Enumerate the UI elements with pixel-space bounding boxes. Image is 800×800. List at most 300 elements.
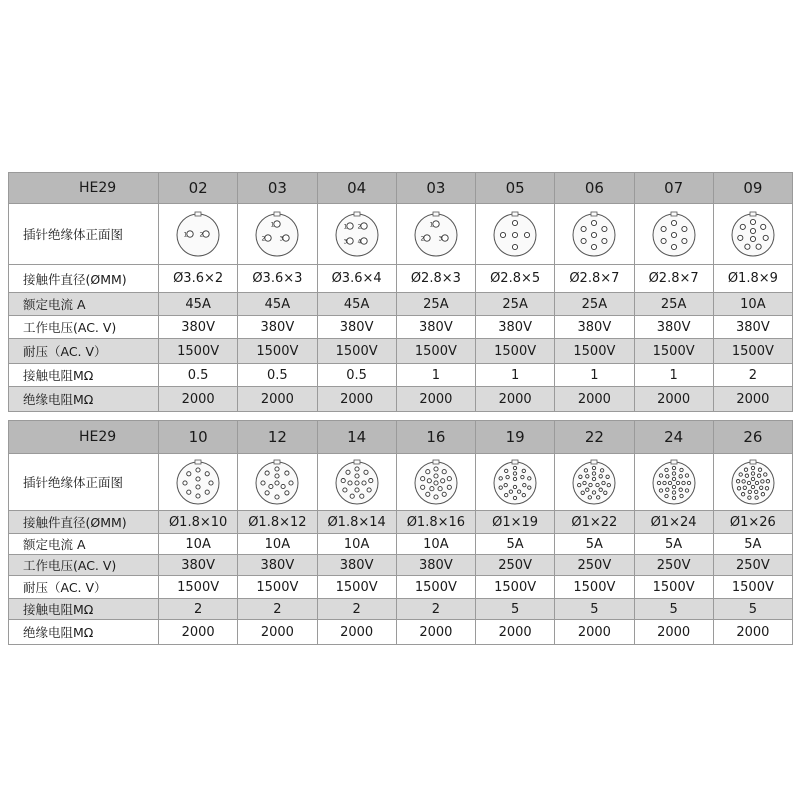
pin-count-cell: 09 [713,173,792,204]
value-cell: 380V [555,316,634,339]
pin-hole [750,219,755,224]
face-cell [555,454,634,511]
value-cell: 2 [238,599,317,620]
face-cell [238,454,317,511]
keyway-notch [512,212,518,216]
pin-hole [187,490,191,494]
pin-hole [348,481,352,485]
pin-hole [579,475,582,478]
pin-hole [756,244,761,249]
pin-count-cell: 02 [159,173,238,204]
value-cell: 5 [634,599,713,620]
pin-hole [596,483,599,486]
pin-hole [748,490,751,493]
value-cell: 380V [476,316,555,339]
pin-count-cell: 03 [396,173,475,204]
value-cell: 0.5 [317,364,396,387]
pin-count-cell: 05 [476,173,555,204]
pin-number-label: 3 [343,238,347,246]
pin-hole [440,479,444,483]
value-cell: 2000 [634,387,713,412]
value-cell: 250V [634,555,713,576]
value-cell: Ø2.8×5 [476,265,555,293]
value-cell: 250V [476,555,555,576]
pin-hole [593,491,596,494]
pin-hole [739,473,742,476]
pin-hole [599,488,602,491]
pin-hole [581,238,586,243]
pin-hole [679,475,682,478]
value-cell: 1500V [555,339,634,364]
pin-hole [685,474,688,477]
pin-hole [274,221,280,227]
pin-hole [681,238,686,243]
value-cell: Ø1×26 [713,511,792,534]
connector-face-icon [411,209,461,259]
connector-face-icon [728,457,778,507]
pin-hole [742,480,745,483]
pin-count-cell: 10 [159,421,238,454]
pin-hole [607,483,610,486]
value-cell: 2000 [159,620,238,645]
value-cell: 10A [238,534,317,555]
value-cell: 45A [317,293,396,316]
pin-hole [761,493,764,496]
connector-face-icon [332,209,382,259]
pin-hole [426,470,430,474]
pin-hole [427,479,431,483]
pin-hole [360,238,366,244]
pin-hole [672,477,675,480]
keyway-notch [195,460,201,464]
row-label: 工作电压(AC. V) [9,316,159,339]
pin-count-cell: 26 [713,421,792,454]
pin-count-cell: 16 [396,421,475,454]
connector-face-icon [728,209,778,259]
current-row [9,293,793,316]
value-cell: 10A [396,534,475,555]
value-cell: 380V [713,316,792,339]
pin-hole [661,238,666,243]
connector-face-icon [569,457,619,507]
value-cell: Ø1×24 [634,511,713,534]
row-label: 插针绝缘体正面图 [9,204,159,265]
keyway-notch [750,460,756,464]
pin-hole [521,475,524,478]
pin-hole [602,226,607,231]
value-cell: 5 [476,599,555,620]
value-cell: 1500V [238,576,317,599]
pin-hole [283,235,289,241]
face-cell [396,454,475,511]
pin-hole [196,494,200,498]
diameter-row [9,265,793,293]
pin-hole [672,472,675,475]
current-row [9,534,793,555]
face-cell [159,204,238,265]
pin-hole [741,493,744,496]
pin-hole [442,470,446,474]
pin-count-cell: 22 [555,421,634,454]
value-cell: 250V [713,555,792,576]
connector-face-icon [252,457,302,507]
value-cell: 2 [713,364,792,387]
pin-number-label: 2 [357,223,361,231]
pin-hole [585,469,588,472]
keyway-notch [591,212,597,216]
pin-count-cell: 04 [317,173,396,204]
pin-count-cell: 12 [238,421,317,454]
pin-hole [360,223,366,229]
pin-hole [359,494,363,498]
withstand-row [9,576,793,599]
connector-face-icon [569,209,619,259]
pin-hole [265,471,269,475]
value-cell: 380V [634,316,713,339]
pin-hole [364,470,368,474]
pin-hole [740,224,745,229]
pin-hole [588,496,591,499]
face-cell [159,454,238,511]
row-label: 接触件直径(ØMM) [9,265,159,293]
value-cell: 0.5 [159,364,238,387]
row-label: 接触电阻MΩ [9,364,159,387]
pin-hole [671,244,676,249]
pin-hole [355,467,359,471]
pin-number-label: 2 [199,231,204,239]
pin-hole [447,485,451,489]
value-cell: 1500V [396,576,475,599]
pin-hole [355,481,359,485]
row-label: 工作电压(AC. V) [9,555,159,576]
pin-hole [187,472,191,476]
value-cell: 380V [238,555,317,576]
pin-count-cell: 24 [634,421,713,454]
pin-count-cell: 03 [238,173,317,204]
keyway-notch [274,212,280,216]
keyway-notch [354,212,360,216]
pin-hole [754,490,757,493]
pin-hole [664,494,667,497]
pin-hole [662,481,665,484]
pin-hole [757,474,760,477]
pin-hole [528,477,531,480]
keyway-notch [591,460,597,464]
pin-hole [285,471,289,475]
value-cell: 2000 [396,387,475,412]
pin-hole [748,496,751,499]
pin-hole [671,220,676,225]
keyway-notch [512,460,518,464]
value-cell: 380V [159,555,238,576]
value-cell: 1500V [634,339,713,364]
value-cell: 2000 [159,387,238,412]
value-cell: 2000 [476,620,555,645]
pin-hole [763,473,766,476]
voltage-row [9,555,793,576]
pin-hole [679,488,682,491]
connector-face-icon [490,457,540,507]
pin-hole [209,481,213,485]
pin-hole [765,487,768,490]
face-cell [317,204,396,265]
header-row [9,421,793,454]
withstand-row [9,339,793,364]
pin-hole [499,477,502,480]
pin-hole [665,488,668,491]
pin-hole [751,466,754,469]
pin-hole [447,477,451,481]
pin-hole [196,485,200,489]
keyway-notch [433,460,439,464]
value-cell: 25A [476,293,555,316]
pin-hole [275,474,279,478]
value-cell: 1500V [159,339,238,364]
value-cell: 2000 [555,620,634,645]
connector-face-icon [173,209,223,259]
model-cell: HE29 [9,173,159,204]
pin-hole [661,226,666,231]
pin-hole [672,491,675,494]
pin-hole [261,481,265,485]
value-cell: 10A [713,293,792,316]
pin-hole [341,479,345,483]
face-cell [634,204,713,265]
value-cell: 45A [159,293,238,316]
pin-count-cell: 19 [476,421,555,454]
pin-number-label: 3 [279,235,284,243]
pin-hole [434,481,438,485]
pin-hole [513,496,516,499]
value-cell: 2000 [238,620,317,645]
keyway-notch [274,460,280,464]
value-cell: 2000 [476,387,555,412]
pin-number-label: 2 [261,235,266,243]
pin-hole [606,475,609,478]
contact-resistance-row [9,599,793,620]
pin-hole [679,468,682,471]
pin-hole [592,220,597,225]
pin-hole [275,467,279,471]
pin-hole [265,491,269,495]
pin-hole [506,475,509,478]
voltage-row [9,316,793,339]
pin-hole [513,485,516,488]
pin-hole [523,483,526,486]
value-cell: 0.5 [238,364,317,387]
pin-hole [766,480,769,483]
pin-number-label: 2 [420,235,425,243]
pin-hole [433,221,439,227]
keyway-notch [433,212,439,216]
pin-hole [205,490,209,494]
value-cell: 380V [238,316,317,339]
pin-hole [657,481,660,484]
pin-hole [593,466,596,469]
pin-hole [424,235,430,241]
value-cell: 2 [396,599,475,620]
pin-hole [581,226,586,231]
keyway-notch [671,212,677,216]
value-cell: 1 [555,364,634,387]
keyway-notch [750,212,756,216]
pin-hole [755,496,758,499]
row-label: 插针绝缘体正面图 [9,454,159,511]
value-cell: Ø1.8×9 [713,265,792,293]
pin-hole [518,490,521,493]
pin-hole [522,493,525,496]
pin-hole [434,474,438,478]
spec-table-2 [8,420,793,645]
value-cell: 2000 [238,387,317,412]
value-cell: 5 [713,599,792,620]
value-cell: 1 [396,364,475,387]
diameter-row [9,511,793,534]
value-cell: 1500V [317,576,396,599]
pin-hole [504,483,507,486]
pin-hole [426,492,430,496]
face-cell [238,204,317,265]
keyway-notch [354,460,360,464]
pin-hole [346,470,350,474]
face-cell [634,454,713,511]
pin-hole [196,468,200,472]
pin-hole [583,481,586,484]
value-cell: 1500V [555,576,634,599]
pin-hole [525,232,530,237]
pin-hole [601,469,604,472]
face-cell [555,204,634,265]
pin-hole [751,472,754,475]
pin-hole [745,244,750,249]
pin-hole [659,489,662,492]
value-cell: Ø2.8×7 [634,265,713,293]
pin-hole [751,477,754,480]
spec-table-1 [8,172,793,412]
row-label: 绝缘电阻MΩ [9,387,159,412]
pin-hole [513,466,516,469]
connector-face-icon [649,209,699,259]
keyway-notch [195,212,201,216]
pin-hole [368,479,372,483]
face-cell [713,204,792,265]
pin-hole [602,238,607,243]
pin-hole [679,494,682,497]
insulation-row [9,620,793,645]
value-cell: 380V [396,316,475,339]
value-cell: 1 [634,364,713,387]
pin-hole [750,236,755,241]
pin-hole [434,495,438,499]
value-cell: Ø1.8×10 [159,511,238,534]
face-cell [476,454,555,511]
pin-hole [196,477,200,481]
pin-count-cell: 06 [555,173,634,204]
value-cell: Ø1.8×14 [317,511,396,534]
value-cell: 1500V [238,339,317,364]
pin-hole [581,491,584,494]
pin-hole [676,481,679,484]
value-cell: 2000 [713,620,792,645]
pin-hole [430,487,434,491]
pin-hole [758,468,761,471]
face-row [9,454,793,511]
pin-hole [737,487,740,490]
value-cell: 380V [159,316,238,339]
value-cell: 2000 [396,620,475,645]
pin-hole [505,469,508,472]
value-cell: 25A [396,293,475,316]
pin-hole [501,232,506,237]
pin-hole [592,232,597,237]
pin-hole [597,496,600,499]
value-cell: 5A [713,534,792,555]
pin-number-label: 1 [270,221,275,229]
pin-hole [659,474,662,477]
pin-hole [342,488,346,492]
value-cell: 1 [476,364,555,387]
pin-hole [362,481,366,485]
pin-hole [367,488,371,492]
value-cell: Ø1.8×16 [396,511,475,534]
row-label: 耐压（AC. V） [9,339,159,364]
row-label: 额定电流 A [9,534,159,555]
connector-face-icon [332,457,382,507]
pin-hole [599,475,602,478]
value-cell: 2 [317,599,396,620]
pin-hole [589,483,592,486]
pin-hole [751,485,754,488]
contact-resistance-row [9,364,793,387]
pin-hole [513,472,516,475]
pin-hole [763,235,768,240]
pin-hole [744,468,747,471]
pin-hole [604,491,607,494]
pin-hole [522,469,525,472]
value-cell: 1500V [713,339,792,364]
connector-face-icon [173,457,223,507]
pin-number-label: 3 [438,235,443,243]
pin-number-label: 1 [183,231,188,239]
pin-hole [671,232,676,237]
pin-hole [187,231,193,237]
pin-hole [761,480,764,483]
pin-hole [281,484,285,488]
value-cell: Ø1.8×12 [238,511,317,534]
value-cell: 2000 [555,387,634,412]
value-cell: 1500V [159,576,238,599]
pin-hole [275,495,279,499]
keyway-notch [671,460,677,464]
pin-hole [420,485,424,489]
face-row [9,204,793,265]
row-label: 额定电流 A [9,293,159,316]
pin-hole [183,481,187,485]
value-cell: Ø2.8×7 [555,265,634,293]
pin-hole [513,232,518,237]
pin-hole [442,492,446,496]
value-cell: 2000 [634,620,713,645]
pin-number-label: 4 [357,238,361,246]
value-cell: 1500V [317,339,396,364]
pin-hole [759,486,762,489]
pin-hole [355,488,359,492]
pin-hole [592,244,597,249]
pin-count-cell: 14 [317,421,396,454]
pin-hole [681,226,686,231]
row-label: 接触电阻MΩ [9,599,159,620]
value-cell: 380V [317,555,396,576]
